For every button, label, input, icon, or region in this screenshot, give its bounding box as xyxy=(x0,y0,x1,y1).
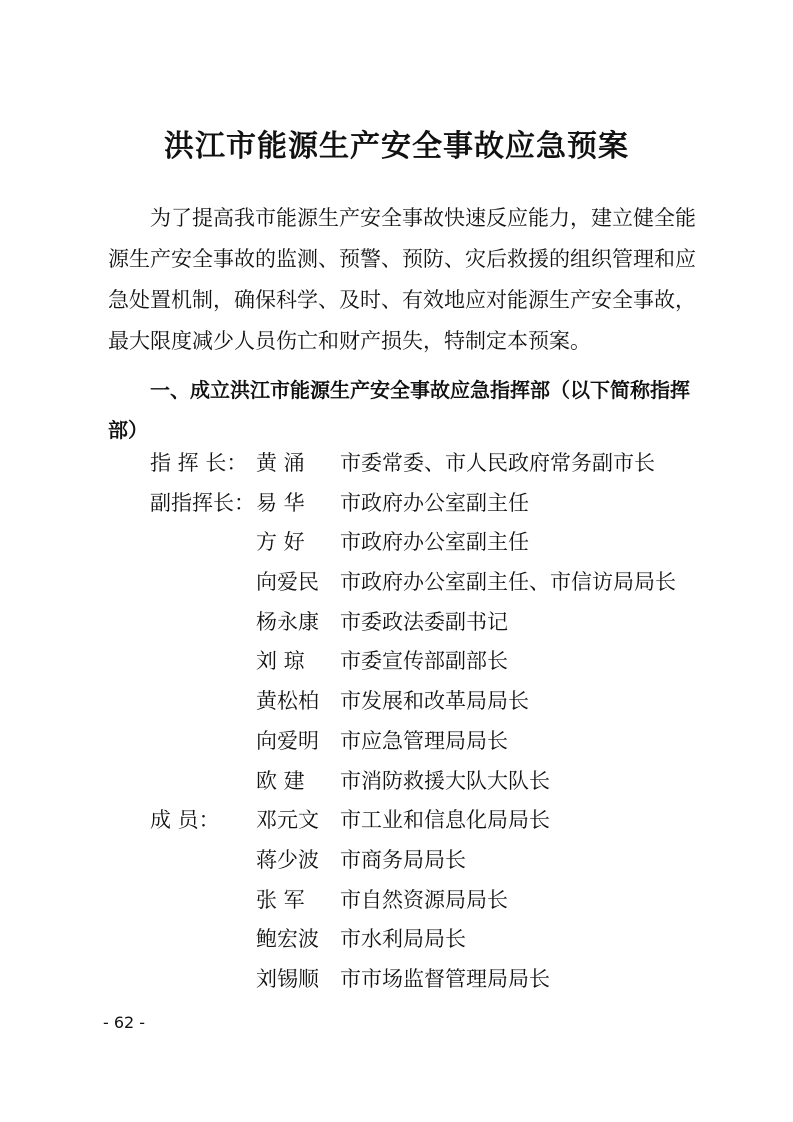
roster-row xyxy=(0,920,793,960)
roster-person-name: 张 军 xyxy=(256,887,305,912)
roster-role: 成 员： xyxy=(150,808,220,833)
roster-person-post: 市委常委、市人民政府常务副市长 xyxy=(340,451,655,475)
roster-person-name: 鲍宏波 xyxy=(256,927,319,952)
roster-person-name: 刘锡顺 xyxy=(256,966,319,991)
roster-person-name: 刘 琼 xyxy=(256,649,305,674)
page-number: - 62 - xyxy=(103,1013,146,1032)
roster-role: 指 挥 长： xyxy=(150,451,248,475)
roster-person-name: 向爱民 xyxy=(256,570,319,595)
roster-row xyxy=(0,841,793,881)
roster-person-post: 市商务局局长 xyxy=(340,847,466,872)
roster-row xyxy=(0,722,793,762)
roster-row xyxy=(0,563,793,603)
roster-person-name: 黄松柏 xyxy=(256,689,319,714)
roster-person-name: 向爱明 xyxy=(256,728,319,753)
section-heading: 一、成立洪江市能源生产安全事故应急指挥部（以下简称指挥部） xyxy=(108,378,690,442)
intro-paragraph: 为了提高我市能源生产安全事故快速反应能力，建立健全能源生产安全事故的监测、预警、预防、灾后救援的组织管理和应急处置机制，确保科学、及时、有效地应对能源生产安全事故，最大限度减少人员伤亡和财产损失，特制定本预案。 xyxy=(108,206,696,353)
roster-person-post: 市工业和信息化局局长 xyxy=(340,808,550,833)
roster-person-post: 市发展和改革局局长 xyxy=(340,689,529,714)
roster-row xyxy=(0,682,793,722)
roster-person-post: 市政府办公室副主任 xyxy=(340,530,529,555)
roster-person-name: 欧 建 xyxy=(256,768,305,793)
roster-person-name: 杨永康 xyxy=(256,609,319,634)
roster-row xyxy=(0,642,793,682)
roster-person-post: 市自然资源局局长 xyxy=(340,887,508,912)
roster-person-post: 市委宣传部副部长 xyxy=(340,649,508,674)
roster-person-name: 黄 涌 xyxy=(256,451,305,475)
roster-row xyxy=(0,960,793,1000)
roster-row xyxy=(0,444,793,484)
roster-person-post: 市政府办公室副主任、市信访局局长 xyxy=(340,570,676,595)
roster-person-post: 市消防救援大队大队长 xyxy=(340,768,550,793)
roster-row xyxy=(0,881,793,921)
roster-row xyxy=(0,484,793,524)
roster-row xyxy=(0,801,793,841)
roster-row xyxy=(0,523,793,563)
roster-person-name: 蒋少波 xyxy=(256,847,319,872)
roster-list xyxy=(0,444,793,1000)
roster-role: 副指挥长： xyxy=(150,490,255,515)
roster-row xyxy=(0,762,793,802)
document-title: 洪江市能源生产安全事故应急预案 xyxy=(164,129,629,164)
roster-person-name: 方 好 xyxy=(256,530,305,555)
roster-person-post: 市应急管理局局长 xyxy=(340,728,508,753)
roster-person-post: 市委政法委副书记 xyxy=(340,609,508,634)
roster-person-name: 易 华 xyxy=(256,490,305,515)
roster-row xyxy=(0,603,793,643)
roster-person-post: 市市场监督管理局局长 xyxy=(340,966,550,991)
roster-person-post: 市水利局局长 xyxy=(340,927,466,952)
roster-person-post: 市政府办公室副主任 xyxy=(340,490,529,515)
roster-person-name: 邓元文 xyxy=(256,808,319,833)
